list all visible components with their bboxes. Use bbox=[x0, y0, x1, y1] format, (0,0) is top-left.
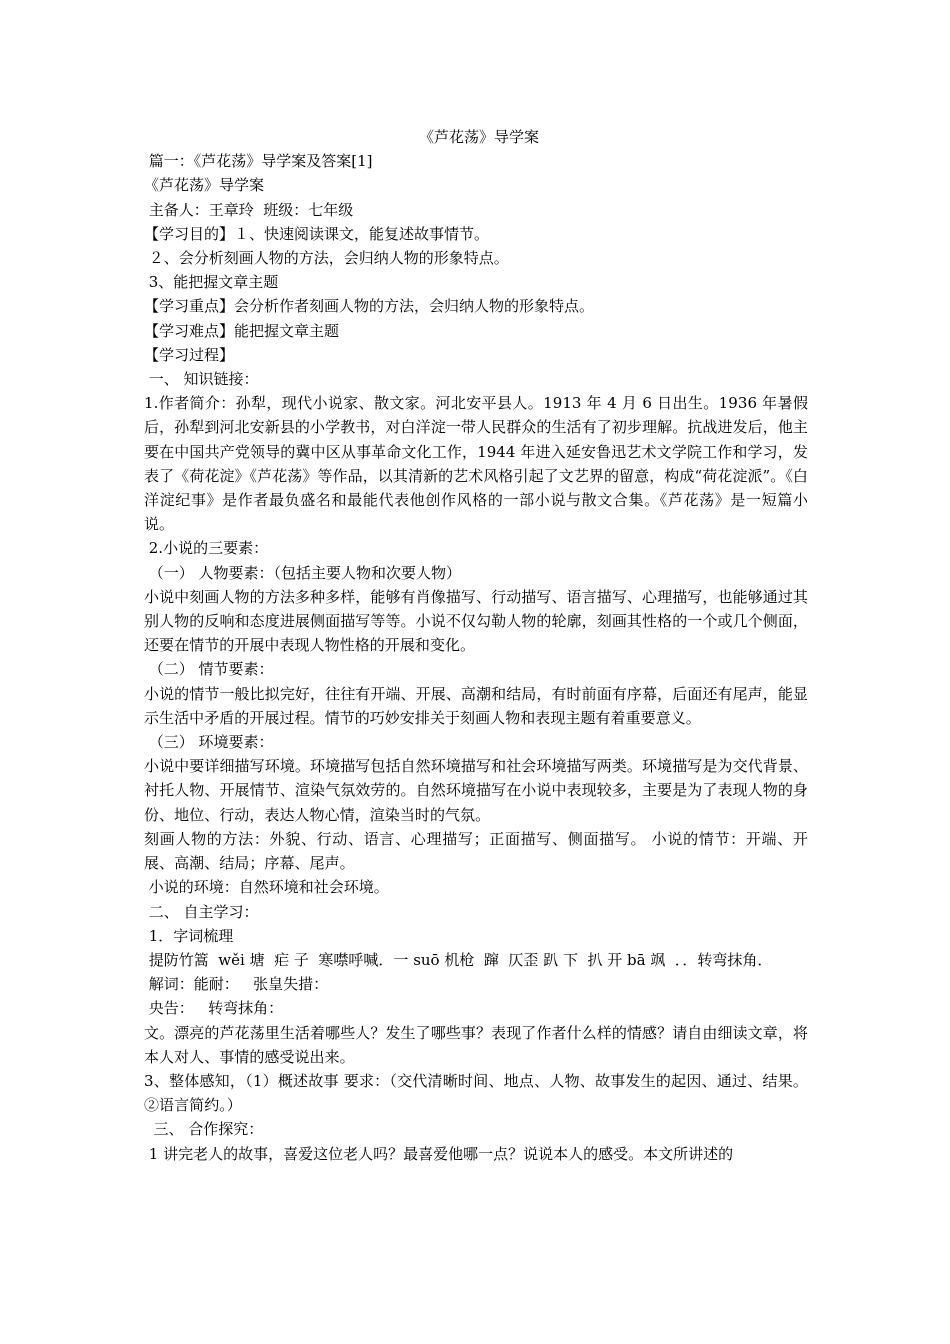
subsection-heading: （一） 人物要素：（包括主要人物和次要人物） bbox=[144, 563, 462, 582]
document-title: 《芦花荡》导学案 bbox=[418, 128, 539, 146]
text-line: 篇一：《芦花荡》导学案及答案[1] bbox=[144, 152, 373, 171]
text-line: 【学习过程】 bbox=[144, 345, 235, 364]
plot-paragraph: 小说的情节一般比拟完好，往往有开端、开展、高潮和结局，有时前面有序幕，后面还有尾声，能显示生活中矛盾的开展过程。情节的巧妙安排关于刻画人物和表现主题有着重要意义。 bbox=[144, 684, 808, 727]
text-line: 1．字词梳理 bbox=[144, 926, 234, 945]
overall-paragraph: 3、整体感知，（1）概述故事 要求：（交代清晰时间、地点、人物、故事发生的起因、通过、结果。②语言简约。） bbox=[144, 1071, 808, 1115]
reading-paragraph: 文。漂亮的芦花荡里生活着哪些人？发生了哪些事？表现了作者什么样的情感？请自由细读文章，将本人对人、事情的感受说出来。 bbox=[144, 1023, 808, 1066]
text-line: 【学习重点】会分析作者刻画人物的方法，会归纳人物的形象特点。 bbox=[144, 297, 595, 316]
character-paragraph: 小说中刻画人物的方法多种多样，能够有肖像描写、行动描写、语言描写、心理描写，也能够通过其别人物的反响和态度进展侧面描写等等。小说不仅勾勒人物的轮廓，刻画其性格的一个或几个侧面，还要在情节的开展中表现人物性格的开展和变化。 bbox=[144, 587, 808, 655]
text-line: 【学习目的】１、快速阅读课文，能复述故事情节。 bbox=[144, 224, 490, 243]
environment-paragraph: 小说中要详细描写环境。环境描写包括自然环境描写和社会环境描写两类。环境描写是为交代背景、衬托人物、开展情节、渲染气氛效劳的。自然环境描写在小说中表现较多，主要是为了表现人物的身份、地位、行动，表达人物心情，渲染当时的气氛。 bbox=[144, 757, 808, 824]
document-page bbox=[144, 125, 808, 1166]
author-intro-paragraph: 1.作者简介：孙犁，现代小说家、散文家。河北安平县人。1913 年 4 月 6 日出生。1936 年暑假后，孙犁到河北安新县的小学教书，对白洋淀一带人民群众的生活有了初步理解。抗战进发后，他主要在中国共产党领导的冀中区从事革命文化工作，1944 年进入延安鲁迅艺术文学院工作和学习，发表了《荷花淀》《芦花荡》等作品，以其清新的艺术风格引起了文艺界的留意，构成“荷花淀派”。《白洋淀纪事》是作者最负盛名和最能代表他创作风格的一部小说与散文合集。《芦花荡》是一短篇小说。 bbox=[144, 394, 808, 534]
text-line: 解词：能耐： 张皇失措： bbox=[144, 975, 329, 994]
text-line: 3、能把握文章主题 bbox=[144, 273, 279, 292]
text-line: ２、会分析刻画人物的方法，会归纳人物的形象特点。 bbox=[144, 249, 509, 268]
section-heading: 一、 知识链接： bbox=[144, 370, 259, 389]
text-line: 央告： 转弯抹角： bbox=[144, 999, 284, 1018]
vocabulary-line: 提防竹篙 wěi 塘 疟 子 寒噤呼喊．一 suō 机枪 蹿 仄歪 趴 下 扒 开 bā 飒 ．．转弯抹角． bbox=[144, 950, 773, 969]
section-heading: 三、 合作探究： bbox=[144, 1120, 264, 1139]
text-line: 2.小说的三要素： bbox=[144, 539, 269, 558]
text-line: 《芦花荡》导学案 bbox=[144, 176, 265, 195]
subsection-heading: （二） 情节要素： bbox=[144, 660, 274, 679]
text-line: 1 讲完老人的故事，喜爱这位老人吗？最喜爱他哪一点？说说本人的感受。本文所讲述的 bbox=[144, 1144, 734, 1163]
section-heading: 二、 自主学习： bbox=[144, 902, 259, 921]
methods-paragraph: 刻画人物的方法：外貌、行动、语言、心理描写；正面描写、侧面描写。 小说的情节：开端、开展、高潮、结局；序幕、尾声。 bbox=[144, 829, 808, 873]
text-line: 【学习难点】能把握文章主题 bbox=[144, 321, 340, 340]
subsection-heading: （三） 环境要素： bbox=[144, 733, 274, 752]
text-line: 小说的环境：自然环境和社会环境。 bbox=[144, 878, 389, 897]
text-line: 主备人：王章玲 班级：七年级 bbox=[144, 200, 354, 219]
